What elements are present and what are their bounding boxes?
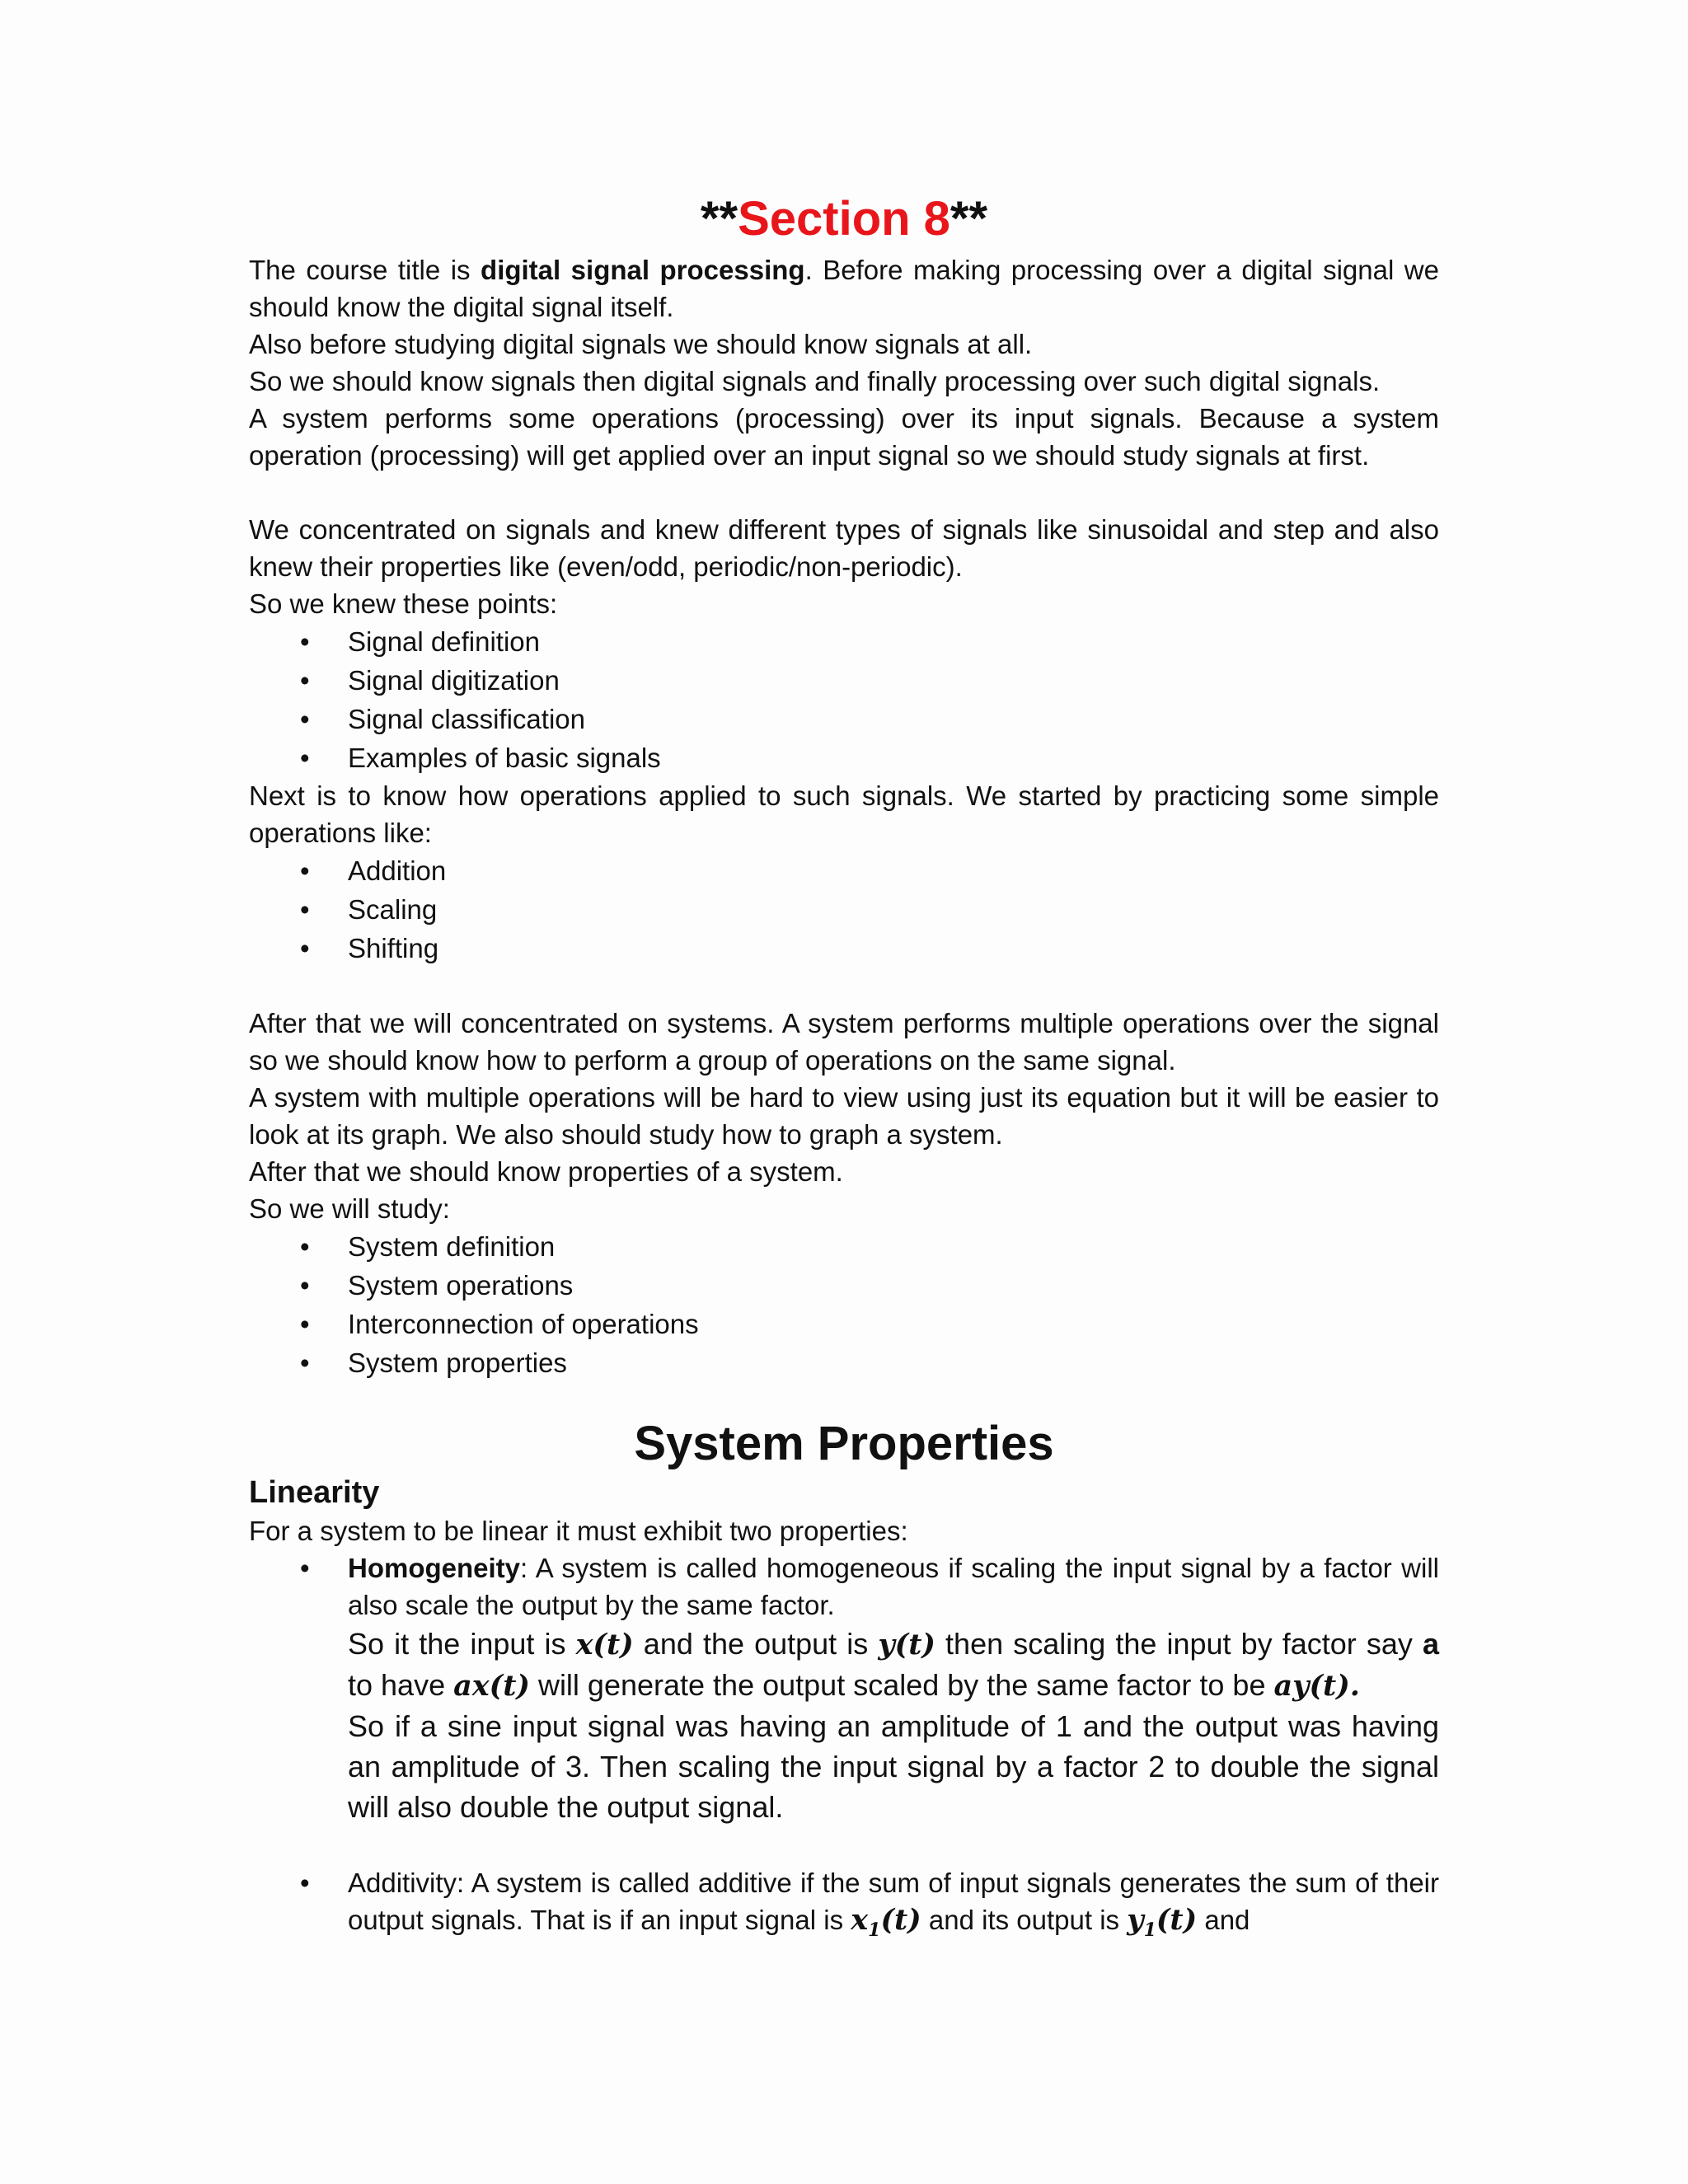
intro-paragraph-3: So we should know signals then digital signals and finally processing over such digital signals. bbox=[249, 365, 1381, 396]
list-item: • Addition bbox=[300, 855, 447, 886]
list-item: • Shifting bbox=[300, 932, 439, 963]
additivity-item: • Additivity: A system is called additive if the sum of input signals generates the sum of their output signals. That is if an input signal is $x_1(t)$ and its output is $y_1(t)$ and bbox=[249, 1864, 1439, 1949]
systems-paragraph-3: After that we should know properties of a system. bbox=[249, 1155, 843, 1187]
homogeneity-example: So if a sine input signal was having an amplitude of 1 and the output was having an amplitude of 3. Then scaling the input signal by a factor 2 to double the signal will also double the output signal. bbox=[348, 1708, 1439, 1824]
section-title: Section 8 bbox=[738, 192, 950, 246]
intro-paragraph-2: Also before studying digital signals we should know signals at all. bbox=[249, 328, 1033, 359]
system-points-list bbox=[249, 1227, 1439, 1382]
homogeneity-item: • Homogeneity: A system is called homogeneous if scaling the input signal by a factor will also scale the output by the same factor. So it the input is x(t) and the output is y(t) then scaling the input by factor say a to have ax(t) will generate the output scaled by the same factor to be ay(t). So if a sine input signal was having an amplitude of 1 and the output was having an amplitude of 3. Then scaling the input signal by a factor 2 to double the signal will also double the output signal. bbox=[249, 1549, 1439, 1827]
homogeneity-label: Homogeneity bbox=[348, 1552, 521, 1583]
system-properties-title: System Properties bbox=[634, 1416, 1054, 1470]
factor-a: a bbox=[1422, 1626, 1439, 1661]
systems-paragraph-4: So we will study: bbox=[249, 1193, 450, 1224]
signals-paragraph-2: So we knew these points: bbox=[249, 588, 558, 619]
intro-paragraph-4: A system performs some operations (processing) over its input signals. Because a system operation (processing) will get applied over an input signal so we should study signals at first. bbox=[249, 402, 1439, 471]
linearity-intro: For a system to be linear it must exhibit two properties: bbox=[249, 1515, 908, 1546]
signal-points-list bbox=[249, 622, 1439, 777]
math-y-t: y(t) bbox=[878, 1627, 935, 1661]
additivity-definition: Additivity: A system is called additive if the sum of input signals generates the sum of their output signals. That is if an input signal is $x_1(t)$ and its output is $y_1(t)$ and bbox=[348, 1867, 1439, 1941]
list-item: • System operations bbox=[300, 1269, 574, 1301]
systems-paragraph-1: After that we will concentrated on systems. A system performs multiple operations over the signal so we should know how to perform a group of operations on the same signal. bbox=[249, 1007, 1439, 1076]
list-item: • Examples of basic signals bbox=[300, 742, 661, 773]
list-item: • Scaling bbox=[300, 893, 438, 925]
heading-suffix: ** bbox=[950, 192, 988, 246]
list-item: • Interconnection of operations bbox=[300, 1308, 699, 1339]
homogeneity-definition: Homogeneity: A system is called homogeneous if scaling the input signal by a factor will also scale the output by the same factor. bbox=[348, 1552, 1439, 1620]
signals-paragraph-1: We concentrated on signals and knew different types of signals like sinusoidal and step and also knew their properties like (even/odd, periodic/non-periodic). bbox=[249, 513, 1439, 582]
heading-prefix: ** bbox=[700, 192, 738, 246]
homogeneity-explanation: So it the input is x(t) and the output is y(t) then scaling the input by factor say a to have ax(t) will generate the output scaled by the same factor to be ay(t). bbox=[348, 1626, 1439, 1703]
list-item: • Signal classification bbox=[300, 703, 585, 734]
math-x-t: x(t) bbox=[575, 1627, 634, 1661]
list-item: • System definition bbox=[300, 1230, 556, 1262]
systems-paragraph-2: A system with multiple operations will be hard to view using just its equation but it will be easier to look at its graph. We also should study how to graph a system. bbox=[249, 1081, 1439, 1150]
operations-list bbox=[249, 851, 1439, 968]
signals-paragraph-3: Next is to know how operations applied to such signals. We started by practicing some simple operations like: bbox=[249, 780, 1439, 848]
math-y1-t: $y_1(t)$ bbox=[1127, 1902, 1198, 1941]
list-item: • System properties bbox=[300, 1347, 567, 1378]
math-ax-t: ax(t) bbox=[453, 1668, 530, 1703]
math-x1-t: $x_1(t)$ bbox=[851, 1902, 921, 1941]
section-heading bbox=[249, 194, 1439, 245]
math-ay-t: ay(t). bbox=[1273, 1668, 1360, 1703]
document-page bbox=[249, 194, 1439, 1949]
list-item: • Signal digitization bbox=[300, 664, 560, 696]
list-item: • Signal definition bbox=[300, 626, 540, 657]
intro-paragraph-1: The course title is digital signal processing. Before making processing over a digital signal we should know the digital signal itself. bbox=[249, 254, 1439, 322]
course-title: digital signal processing bbox=[481, 254, 805, 285]
linearity-heading: Linearity bbox=[249, 1474, 380, 1510]
